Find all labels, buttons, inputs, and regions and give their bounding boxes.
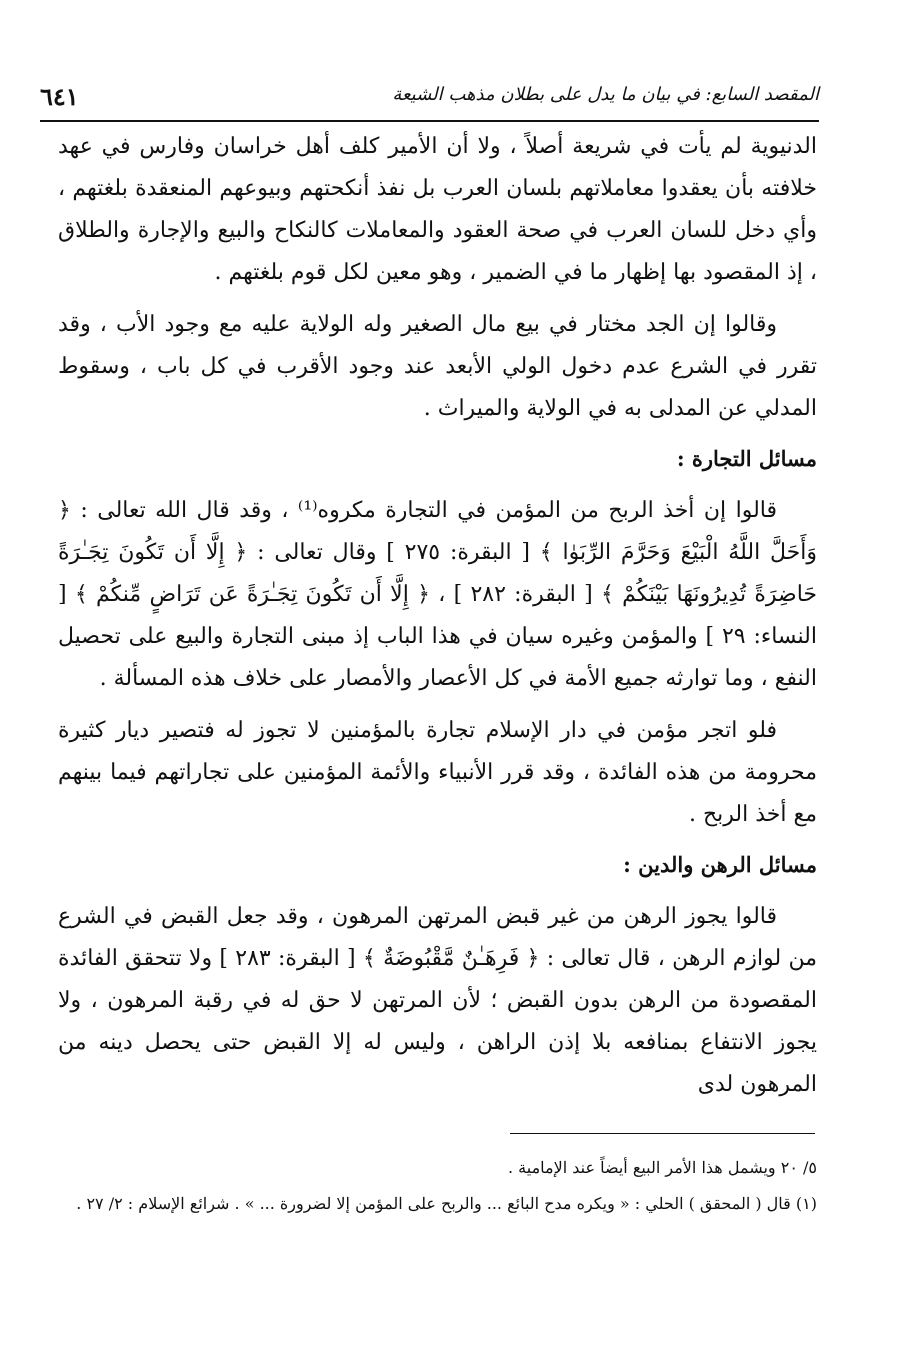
paragraph-5: قالوا يجوز الرهن من غير قبض المرتهن المرهون ، وقد جعل القبض في الشرع من لوازم الرهن ، قال تعالى : ﴿ فَرِهَـٰنٌ مَّقْبُوضَةٌ ﴾ [ البقرة: ٢٨٣ ] ولا تتحقق الفائدة المقصودة من الرهن بدون القبض ؛ لأن المرتهن لا حق له في رقبة المرهون ، ولا يجوز الانتفاع بمنافعه بلا إذن الراهن ، وليس له إلا القبض حتى يحصل دينه من المرهون لدى	[58, 904, 818, 1097]
paragraph-2: وقالوا إن الجد مختار في بيع مال الصغير وله الولاية عليه مع وجود الأب ، وقد تقرر في الشرع عدم دخول الولي الأبعد عند وجود الأقرب في كل باب ، وسقوط المدلي عن المدلى به في الولاية والميراث .	[58, 312, 817, 421]
footnote-rule	[510, 1133, 815, 1134]
section-heading-trade: مسائل التجارة :	[676, 446, 817, 471]
footnotes	[58, 1150, 817, 1222]
paragraph-4: فلو اتجر مؤمن في دار الإسلام تجارة بالمؤمنين لا تجوز له فتصير ديار كثيرة محرومة من هذه الفائدة ، وقد قرر الأنبياء والأئمة المؤمنين على تجاراتهم فيما بينهم مع أخذ الربح .	[58, 718, 817, 827]
running-title: المقصد السابع: في بيان ما يدل على بطلان مذهب الشيعة	[392, 84, 819, 105]
footnote-1: (١) قال ( المحقق ) الحلي : « ويكره مدح البائع ... والربح على المؤمن إلا لضرورة ... » . شرائع الإسلام : ٢/ ٢٧ .	[76, 1194, 817, 1213]
paragraph-1: الدنيوية لم يأت في شريعة أصلاً ، ولا أن الأمير كلف أهل خراسان وفارس في عهد خلافته بأن يعقدوا معاملاتهم بلسان العرب بل نفذ أنكحتهم وبيوعهم المنعقدة بلغتهم ، وأي دخل للسان العرب في صحة العقود والمعاملات كالنكاح والبيع والإجارة والطلاق ، إذ المقصود بها إظهار ما في الضمير ، وهو معين لكل قوم بلغتهم .	[58, 134, 817, 285]
section-heading-pledge: مسائل الرهن والدين :	[623, 852, 817, 877]
header-rule	[40, 120, 819, 122]
page-header	[40, 80, 819, 120]
page-body	[58, 126, 817, 1106]
paragraph-3: قالوا إن أخذ الربح من المؤمن في التجارة مكروه⁽¹⁾ ، وقد قال الله تعالى : ﴿ وَأَحَلَّ اللَّهُ الْبَيْعَ وَحَرَّمَ الرِّبَوٰا ﴾ [ البقرة: ٢٧٥ ] وقال تعالى : ﴿ إِلَّا أَن تَكُونَ تِجَـٰرَةً حَاضِرَةً تُدِيرُونَهَا بَيْنَكُمْ ﴾ [ البقرة: ٢٨٢ ] ، ﴿ إِلَّا أَن تَكُونَ تِجَـٰرَةً عَن تَرَاضٍ مِّنكُمْ ﴾ [ النساء: ٢٩ ] والمؤمن وغيره سيان في هذا الباب إذ مبنى التجارة والبيع على تحصيل النفع ، وما توارثه جميع الأمة في كل الأعصار والأمصار على خلاف هذه المسألة .	[58, 498, 817, 691]
footnote-continued: ٥/ ٢٠ ويشمل هذا الأمر البيع أيضاً عند الإمامية .	[507, 1158, 817, 1177]
page-number: ٦٤١	[40, 82, 79, 111]
